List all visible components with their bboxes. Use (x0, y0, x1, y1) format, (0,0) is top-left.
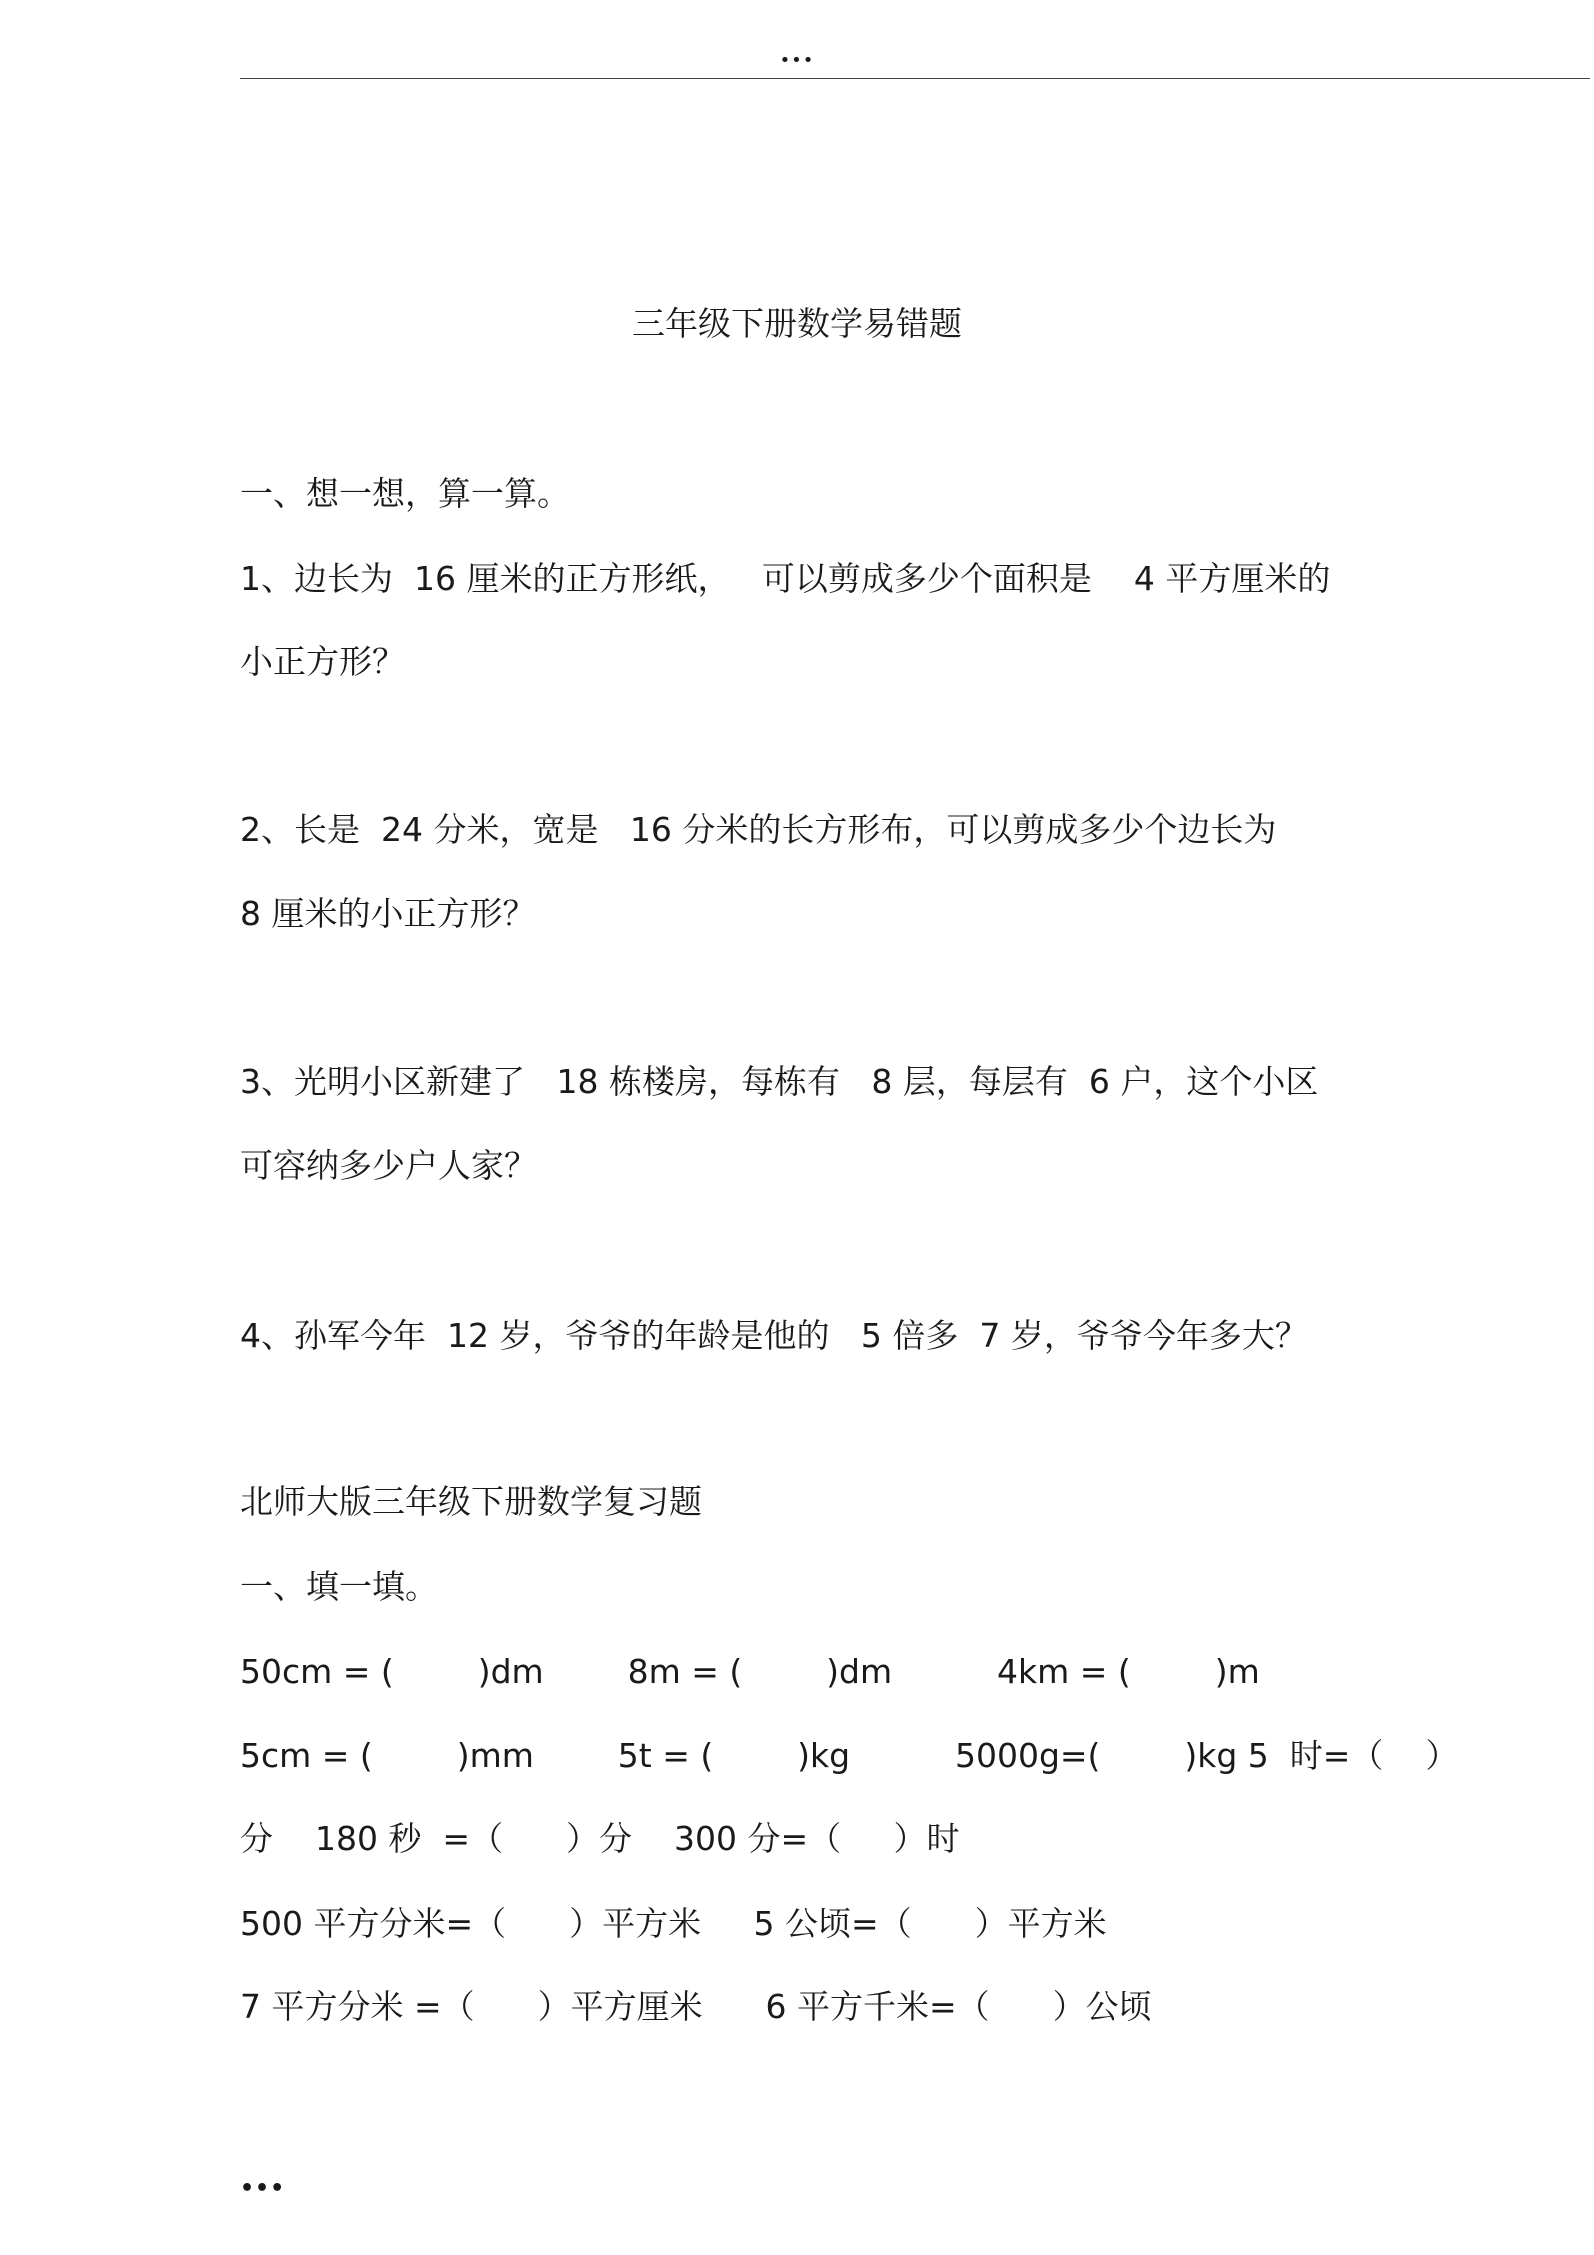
header-rule (240, 78, 1590, 79)
page-title: 三年级下册数学易错题 (632, 304, 962, 343)
fill-row-2: 5cm = ( )mm 5t = ( )kg 5000g=( )kg 5 时=（ ） (240, 1736, 1459, 1775)
section2-heading: 一、填一填。 (240, 1567, 438, 1606)
question-3-line-2: 可容纳多少户人家？ (240, 1146, 537, 1185)
fill-row-5: 7 平方分米 =（ ）平方厘米 6 平方千米=（ ）公顷 (240, 1987, 1152, 2026)
fill-row-3: 分 180 秒 =（ ）分 300 分=（ ）时 (240, 1819, 960, 1858)
question-3-line-1: 3、光明小区新建了 18 栋楼房，每栋有 8 层，每层有 6 户，这个小区 (240, 1062, 1319, 1101)
footer-dots: ••• (240, 2176, 286, 2201)
fill-row-4: 500 平方分米=（ ）平方米 5 公顷=（ ）平方米 (240, 1904, 1107, 1943)
question-2-line-1: 2、长是 24 分米，宽是 16 分米的长方形布，可以剪成多少个边长为 (240, 810, 1277, 849)
section2-title: 北师大版三年级下册数学复习题 (240, 1482, 702, 1521)
header-dots: ••• (779, 50, 815, 71)
question-2-line-2: 8 厘米的小正方形？ (240, 894, 536, 933)
question-1-line-2: 小正方形？ (240, 642, 405, 681)
fill-row-1: 50cm = ( )dm 8m = ( )dm 4km = ( )m (240, 1652, 1260, 1691)
question-4-line-1: 4、孙军今年 12 岁，爷爷的年龄是他的 5 倍多 7 岁，爷爷今年多大？ (240, 1316, 1308, 1355)
section1-heading: 一、想一想，算一算。 (240, 474, 570, 513)
question-1-line-1: 1、边长为 16 厘米的正方形纸， 可以剪成多少个面积是 4 平方厘米的 (240, 559, 1331, 598)
